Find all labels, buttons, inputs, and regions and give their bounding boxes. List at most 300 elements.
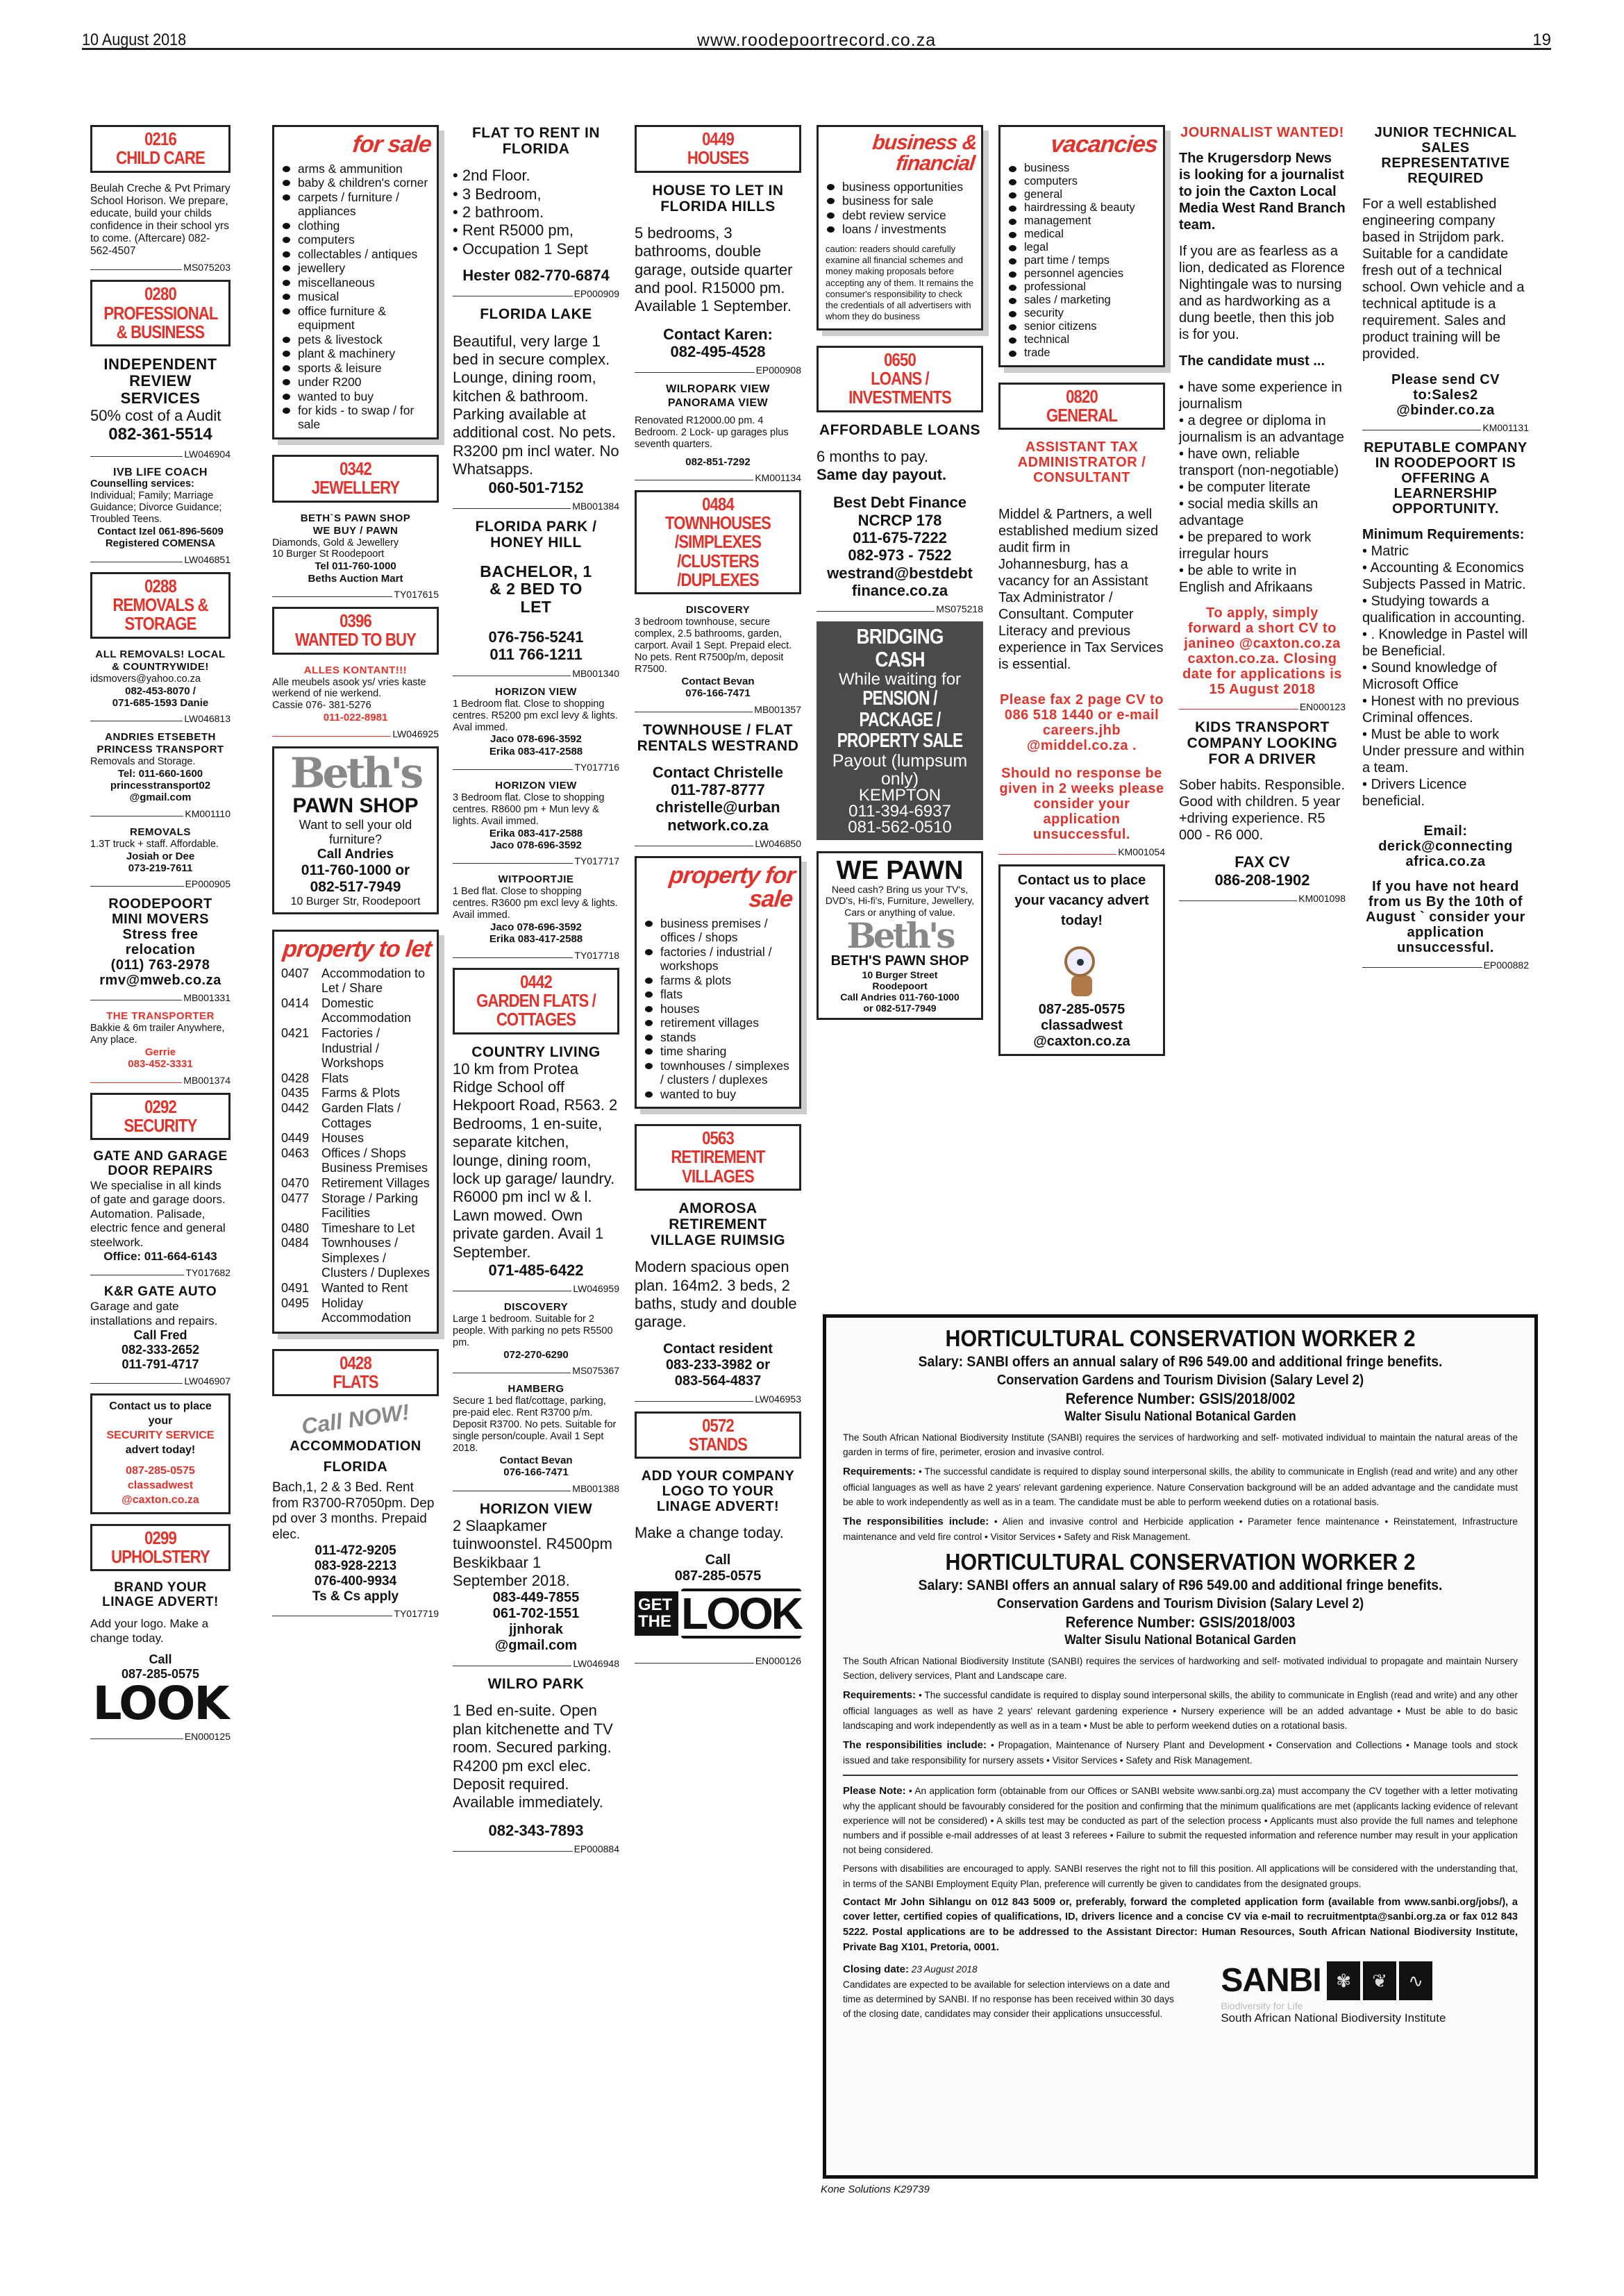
category-item[interactable]: factories / industrial / workshops (644, 945, 794, 973)
section-header-general (998, 383, 1165, 430)
ad-phone: 082-453-8070 / (125, 685, 196, 697)
ad-phone: 082-361-5514 (108, 425, 212, 444)
category-item[interactable]: baby & children's corner (281, 176, 431, 190)
category-item[interactable]: business for sale (826, 194, 976, 208)
category-item[interactable]: sports & leisure (281, 361, 431, 375)
ad-phone: Contact Izel 061-896-5609 (97, 526, 224, 538)
category-item[interactable]: stands (644, 1030, 794, 1044)
category-item[interactable]: security (1007, 307, 1157, 320)
ad-body: 3 bedroom townhouse, secure complex, 2.5 bathrooms, garden, carport. Avail 1 Sept. Prepaid elect. No pets. Rent R7500p/m, deposit R7500. (635, 617, 792, 676)
ad-body: 1.3T truck + staff. Affordable. (90, 838, 219, 850)
ad-phone: 081-562-0510 (848, 817, 952, 837)
category-item[interactable] (281, 1221, 431, 1237)
ad-ref: TY017717 (574, 855, 619, 867)
section-name: PROFESSIONAL & BUSINESS (103, 302, 218, 342)
ad-affordable-loans (817, 421, 983, 615)
section-name: HOUSES (687, 147, 749, 169)
ad-ref: KM001134 (755, 471, 801, 483)
ad-area: FLORIDA (323, 1459, 388, 1475)
category-label: Holiday Accommodation (321, 1296, 412, 1325)
ad-ref: EN000126 (755, 1654, 801, 1666)
category-item[interactable]: loans / investments (826, 222, 976, 236)
ad-body: Removals and Storage. (90, 756, 196, 768)
ad-phone: Tel: 011-660-1600 (117, 767, 203, 780)
ad-title: ADD YOUR COMPANY LOGO TO YOUR LINAGE ADVERT! (641, 1468, 795, 1515)
category-code: 0421 (281, 1025, 310, 1040)
ad-ref: EN000123 (1299, 701, 1346, 712)
note-text: • An application form (obtainable from our Offices or SANBI website www.sanbi.org.za) must accompany the CV together with a letter motivating why the applicant should be favourably considered for the position and confirming that the minimum qualifications are met (applicants lacking evidence of relevant experience will not be considered) • A skills test may be conducted as part of the selection process • Applicants must also provide the full names and telephone numbers and if possible e-mail addresses of at least 3 referees • Failure to submit the requested information and reference number may result in your application not being considered. (843, 1785, 1518, 1856)
ad-body: Garage and gate installations and repairs. (90, 1300, 218, 1327)
category-item[interactable]: houses (644, 1002, 794, 1016)
category-item[interactable] (281, 1071, 431, 1087)
ad-subtitle: Minimum Requirements: (1362, 527, 1525, 542)
ad-body: 1 Bedroom flat. Close to shopping centres. R5200 pm excl levy & lights. Aval immed. (453, 698, 618, 733)
category-item[interactable]: computers (1007, 175, 1157, 188)
section-header-flats (272, 1349, 439, 1397)
ad-registration: NCRCP 178 (857, 511, 942, 529)
ad-requirement: be computer literate (1187, 480, 1311, 495)
section-code: 0428 (340, 1352, 371, 1373)
category-item[interactable]: medical (1007, 228, 1157, 241)
ad-company-logo-promo (635, 1468, 801, 1666)
category-label: Timeshare to Let (321, 1221, 415, 1235)
ad-title: REMOVALS (130, 826, 191, 838)
ad-body: Large 1 bedroom. Suitable for 2 people. With parking no pets R5500 pm. (453, 1314, 613, 1349)
category-item[interactable]: hairdressing & beauty (1007, 201, 1157, 215)
ad-phone: 011-472-9205 (315, 1543, 396, 1559)
ad-ref: MB001374 (183, 1074, 231, 1086)
ad-apply: To apply, simply forward a short CV to janineo @caxton.co.za caxton.co.za. Closing date for applications is 15 August 2018 (1182, 605, 1342, 697)
category-item[interactable]: computers (281, 233, 431, 246)
promo-text: Contact us to place your vacancy advert today! (1014, 873, 1149, 929)
ad-ref: LW046813 (184, 713, 231, 725)
category-item[interactable]: for kids - to swap / for sale (281, 403, 431, 432)
ad-ref: LW046959 (573, 1283, 619, 1295)
ad-ref: MB001340 (572, 667, 619, 679)
category-item[interactable]: senior citizens (1007, 320, 1157, 333)
job-reference: Reference Number: GSIS/2018/002 (1065, 1389, 1296, 1407)
ad-title: HOUSE TO LET IN FLORIDA HILLS (652, 182, 784, 215)
ad-email: westrand@bestdebt (827, 564, 973, 582)
category-item[interactable] (281, 1191, 431, 1221)
sanbi-job-advert (823, 1314, 1538, 2179)
ad-title: COUNTRY LIVING (471, 1044, 601, 1060)
ad-phone: 011-022-8981 (323, 712, 388, 724)
ad-body: BACHELOR, 1 & 2 BED TO LET (480, 562, 592, 616)
section-header-retirement-villages (635, 1124, 801, 1191)
ad-body: Add your logo. Make a change today. (90, 1617, 209, 1645)
sanbi-fullname: South African National Biodiversity Institute (1221, 2011, 1446, 2025)
ad-ref: MB001384 (572, 500, 619, 512)
section-header-loans (817, 346, 983, 412)
ad-ref: EP000884 (574, 1843, 619, 1855)
ad-note: If you have not heard from us By the 10th of August ` consider your application unsuccessful. (1366, 879, 1525, 955)
category-item[interactable]: townhouses / simplexes / clusters / duplexes (644, 1059, 794, 1087)
column-1 (90, 125, 231, 1749)
category-title: for sale (351, 131, 433, 158)
ad-ref: KM001054 (1118, 846, 1165, 858)
category-box-property-to-let (272, 930, 439, 1334)
ad-title: FLAT TO RENT IN FLORIDA (471, 125, 601, 158)
issue-date: 10 August 2018 (82, 31, 187, 49)
category-label: Townhouses / Simplexes / Clusters / Duplexes (321, 1236, 430, 1280)
ad-title: DISCOVERY (503, 1301, 569, 1314)
ad-terms: Ts & Cs apply (312, 1589, 399, 1604)
category-item[interactable]: legal (1007, 241, 1157, 254)
ad-email: rmv@mweb.co.za (99, 973, 221, 989)
ad-ref: LW046907 (184, 1375, 231, 1387)
ad-contact: Cassie 076- 381-5276 (272, 700, 371, 712)
category-item[interactable] (281, 1296, 431, 1326)
ad-address: 10 Burger St Roodepoort (272, 548, 385, 560)
ad-phone: 083-452-3331 (128, 1058, 193, 1071)
ad-phone: 076-166-7471 (503, 1466, 569, 1479)
ad-florida-park-honey-hill (453, 518, 619, 679)
ad-gate-garage (90, 1149, 231, 1279)
page-number: 19 (1532, 31, 1551, 49)
job-salary: Salary: SANBI offers an annual salary of R96 549.00 and additional fringe benefits. (918, 1577, 1443, 1593)
ad-phone: 071-485-6422 (488, 1261, 584, 1279)
ad-beths-jewellery (272, 512, 439, 600)
promo-text: advert today! (125, 1443, 196, 1456)
label: Requirements: (843, 1689, 916, 1702)
ad-phone: 011 766-1211 (489, 646, 583, 664)
section-code: 0650 (884, 349, 916, 370)
category-list (826, 180, 976, 237)
ad-contact: Gerrie (144, 1046, 176, 1059)
category-item[interactable] (281, 1101, 431, 1131)
section-code: 0563 (702, 1128, 734, 1149)
section-name: UPHOLSTERY (111, 1546, 210, 1568)
ad-brand-linage (90, 1580, 231, 1743)
section-code: 0216 (144, 128, 176, 149)
ad-ref: TY017615 (394, 588, 439, 600)
section-header-wanted-to-buy (272, 607, 439, 655)
ad-body: Individual; Family; Marriage Guidance; Divorce Guidance; Troubled Teens. (90, 490, 222, 526)
ad-call-label: Call (705, 1552, 731, 1568)
closing-note: Candidates are expected to be available for selection interviews on a date and time as determined by SANBI. If no response has been received within 30 days of the closing date, candidates may consider their applications unsuccessful. (843, 1979, 1174, 2019)
category-item[interactable]: jewellery (281, 261, 431, 275)
category-label: Factories / Industrial / Workshops (321, 1025, 384, 1071)
requirements-text: • The successful candidate is required to display sound interpersonal skills, the ability to communicate in English (read and write) and any other official languages as well as have 2 years' relevant gardening experience • Nursery experience will be an added advantage • Must be able to do basic landscaping and work independently as well as in a team • Must be able to perform weekend duties on a rotational basis. (843, 1690, 1518, 1731)
ad-body: 1 Bed flat. Close to shopping centres. R3600 pm excl levy & lights. Avail immed. (453, 886, 618, 921)
ad-journalist-wanted (1179, 125, 1346, 710)
ad-requirement: Matric (1371, 544, 1409, 559)
section-code: 0484 (702, 493, 734, 514)
label: Please Note: (843, 1784, 906, 1797)
ad-ref: MS075367 (572, 1365, 619, 1377)
ad-location: KEMPTON (858, 786, 941, 805)
ad-accommodation-florida (272, 1399, 439, 1620)
category-item[interactable]: musical (281, 290, 431, 303)
category-code: 0480 (281, 1221, 310, 1235)
category-item[interactable]: wanted to buy (281, 389, 431, 403)
category-item[interactable]: pets & livestock (281, 333, 431, 346)
ad-address: 10 Burger Str, Roodepoort (290, 895, 421, 907)
category-item[interactable]: personnel agencies (1007, 267, 1157, 280)
ad-requirement: . Knowledge in Pastel will be Beneficial. (1362, 627, 1528, 659)
category-item[interactable]: part time / temps (1007, 254, 1157, 267)
category-item[interactable]: general (1007, 188, 1157, 201)
category-label: Accommodation to Let / Share (321, 966, 426, 996)
ad-ref: KM001131 (1482, 422, 1529, 433)
section-header-child-care (90, 125, 231, 173)
label: The responsibilities include: (843, 1738, 987, 1751)
ad-body: Bach,1, 2 & 3 Bed. Rent from R3700-R7050pm. Dep pd over 3 months. Prepaid elec. (272, 1480, 435, 1543)
ad-email: Email: derick@connecting africa.co.za (1378, 823, 1513, 869)
promo-email: classadwest (127, 1480, 194, 1492)
ad-title: JOURNALIST WANTED! (1180, 125, 1344, 140)
ad-contact: Contact Christelle (652, 763, 784, 781)
ad-feature: Occupation 1 Sept (462, 240, 588, 258)
ad-phone: (011) 763-2978 (110, 957, 210, 973)
section-code: 0442 (520, 971, 552, 992)
ad-junior-sales-rep (1362, 125, 1529, 433)
ad-body: Secure 1 bed flat/cottage, parking, pre-paid elec. Rent R3700 p/m. Deposit R3700. No pets. Suitable for single person/couple. Avail 1 Sept 2018. (453, 1396, 617, 1455)
ad-ref: LW046851 (184, 553, 231, 565)
ad-phone: Jaco 078-696-3592 (490, 839, 582, 852)
category-list (281, 162, 431, 432)
section-code: 0820 (1066, 385, 1098, 407)
category-item[interactable] (281, 1131, 431, 1146)
category-item[interactable]: flats (644, 987, 794, 1001)
ad-note: Registered COMENSA (105, 537, 216, 550)
category-item[interactable]: plant & machinery (281, 346, 431, 360)
ad-florida-hills-house (635, 183, 801, 374)
category-item[interactable]: business premises / offices / shops (644, 916, 794, 945)
job-title: HORTICULTURAL CONSERVATION WORKER 2 (945, 1548, 1416, 1575)
ad-ref: LW046925 (392, 728, 439, 739)
ad-body: While waiting for (838, 670, 962, 689)
ad-phone: 011-787-8777 (671, 781, 765, 799)
category-item[interactable]: retirement villages (644, 1016, 794, 1030)
ad-ref: LW046953 (755, 1393, 801, 1405)
category-item[interactable]: arms & ammunition (281, 162, 431, 176)
category-label: Domestic Accommodation (321, 996, 412, 1025)
ad-feature-list: • 2nd Floor. • 3 Bedroom, • 2 bathroom. • Rent R5000 pm, • Occupation 1 Sept (453, 167, 588, 258)
job-location: Walter Sisulu National Botanical Garden (1064, 1409, 1296, 1425)
ad-ref: LW046850 (755, 837, 801, 849)
category-item[interactable]: business (1007, 162, 1157, 175)
ad-body: relocation (125, 942, 196, 958)
butterfly-icon: ❦ (1363, 1961, 1396, 2000)
category-item[interactable]: technical (1007, 333, 1157, 346)
section-name: STANDS (688, 1434, 748, 1455)
ad-horizon-view-3 (453, 1500, 619, 1670)
ad-phone: 082-851-7292 (685, 455, 751, 468)
ad-ref: EN000125 (184, 1731, 231, 1743)
ad-feature: 2 bathroom. (462, 203, 544, 221)
category-label: Retirement Villages (321, 1175, 430, 1190)
ad-title: ACCOMMODATION (290, 1438, 421, 1454)
ad-phone: 011-760-1000 or (301, 862, 410, 878)
category-item[interactable]: professional (1007, 280, 1157, 294)
ad-requirement: have some experience in journalism (1179, 380, 1342, 412)
section-name: LOANS / INVESTMENTS (848, 367, 951, 408)
ad-contact: Contact Bevan (681, 676, 755, 688)
section-code: 0292 (144, 1096, 176, 1117)
category-item[interactable]: farms & plots (644, 973, 794, 987)
section-name: REMOVALS & STORAGE (112, 594, 208, 635)
ad-kr-gate-auto (90, 1284, 231, 1387)
category-item[interactable]: business opportunities (826, 180, 976, 194)
ad-ref: TY017682 (185, 1267, 231, 1279)
category-box-business-financial (817, 125, 983, 330)
ad-phone: Erika 083-417-2588 (489, 745, 583, 757)
ad-body: Modern spacious open plan. 164m2. 3 beds, 2 baths, study and double garage. (635, 1258, 797, 1331)
category-item[interactable] (281, 996, 431, 1026)
ad-title: HAMBERG (508, 1383, 564, 1396)
ad-company: Best Debt Finance (833, 494, 966, 512)
category-item[interactable]: office furniture & equipment (281, 304, 431, 333)
ad-requirement: social media skills an advantage (1179, 496, 1319, 528)
section-header-townhouses (635, 490, 801, 594)
ad-ivb-life-coach (90, 466, 231, 565)
ad-email: christelle@urban (655, 798, 780, 816)
ad-body: Bakkie & 6m trailer Anywhere, Any place. (90, 1023, 225, 1046)
ad-wilro-park (453, 1676, 619, 1855)
column-2 (272, 125, 439, 1626)
ad-title: FLORIDA LAKE (480, 306, 592, 323)
category-code: 0491 (281, 1281, 310, 1296)
category-item[interactable]: collectables / antiques (281, 247, 431, 261)
category-item[interactable]: management (1007, 215, 1157, 228)
section-code: 0342 (340, 458, 371, 479)
category-item[interactable]: debt review service (826, 208, 976, 222)
ad-company: BETH'S PAWN SHOP (830, 953, 969, 969)
ad-contact: Call Andries (317, 846, 394, 862)
ad-title: ALLES KONTANT!!! (303, 664, 408, 676)
ad-phone: Erika 083-417-2588 (489, 827, 583, 839)
ad-body: Payout (lumpsum only) (832, 751, 968, 789)
ad-body: Sober habits. Responsible. Good with children. 5 year +driving experience. R5 000 - R6 000. (1179, 778, 1346, 844)
ad-ref: TY017719 (394, 1608, 439, 1620)
category-item[interactable] (281, 1086, 431, 1101)
column-6 (998, 125, 1165, 1066)
category-item[interactable] (281, 1281, 431, 1296)
category-item[interactable] (281, 1236, 431, 1281)
job-posting-2 (843, 1548, 1518, 1768)
ad-phone: 011-394-6937 (848, 802, 951, 821)
category-item[interactable]: under R200 (281, 375, 431, 389)
category-code: 0435 (281, 1086, 310, 1100)
section-code: 0572 (702, 1414, 734, 1436)
category-item[interactable]: clothing (281, 219, 431, 233)
ad-contact: Call Fred (133, 1328, 187, 1343)
category-item[interactable]: carpets / furniture / appliances (281, 190, 431, 219)
ad-ref: KM001098 (1298, 892, 1346, 904)
ad-title: GATE AND GARAGE DOOR REPAIRS (93, 1149, 228, 1179)
ad-learnership (1362, 440, 1529, 971)
job-salary: Salary: SANBI offers an annual salary of R96 549.00 and additional fringe benefits. (918, 1353, 1443, 1370)
ad-contact: FAX CV (1234, 853, 1290, 871)
category-item[interactable]: wanted to buy (644, 1087, 794, 1101)
ad-contact: Contact resident (663, 1341, 773, 1357)
contact-instructions: Contact Mr John Sihlangu on 012 843 5009 or, preferably, forward the completed application form (available from www.sanbi.org/jobs/), a cover letter, certified copies of qualifications, ID, drivers licence and a concise CV via e-mail to recruitmentpta@sanbi.org.za or fax 012 843 5222. Postal applications are to be addressed to the Assistant Director: Human Resources, South African National Biodiversity Institute, Private Bag X101, Pretoria, 0001. (843, 1896, 1518, 1953)
ad-title: ALL REMOVALS! LOCAL & COUNTRYWIDE! (95, 648, 226, 673)
category-code: 0407 (281, 966, 310, 980)
ad-ref: MB001388 (572, 1482, 619, 1494)
category-item[interactable]: miscellaneous (281, 276, 431, 290)
ad-subtitle: Counselling services: (90, 478, 194, 490)
caution-notice: caution: readers should carefully examine all financial schemes and money making proposals before accepting any of them. It remains the consumer's responsibility to check the credentials of all advertisers with whom they do business (826, 243, 974, 322)
category-item[interactable] (281, 1146, 431, 1176)
ad-company: Beths Auction Mart (308, 572, 403, 585)
column-8 (1362, 125, 1529, 978)
category-item[interactable] (281, 1176, 431, 1191)
section-name: FLATS (333, 1371, 378, 1393)
column-5 (817, 125, 983, 1030)
ad-requirement-list: • Matric • Accounting & Economics Subjects Passed in Matric. • Studying towards a qualification in accounting. • . Knowledge in Pastel will be Beneficial. • Sound knowledge of Microsoft Office • Honest with no previous Criminal offences. • Must be able to work Under pressure and within a team. • Drivers Licence beneficial. (1362, 544, 1528, 809)
ad-requirement: Must be able to work Under pressure and within a team. (1362, 727, 1525, 776)
promo-security-advert (90, 1393, 231, 1514)
job-requirements (843, 1687, 1518, 1732)
category-item[interactable]: trade (1007, 346, 1157, 360)
ad-body: If you are as fearless as a lion, dedicated as Florence Nightingale was to nursing and as hardworking as a dung beetle, then this job is for you. (1179, 244, 1346, 342)
ad-body: Renovated R12000.00 pm. 4 Bedroom. 2 Lock- up garages plus seventh quarters. (635, 414, 789, 450)
website-link[interactable]: www.roodepoortrecord.co.za (696, 31, 937, 50)
ad-title: THE TRANSPORTER (106, 1010, 215, 1023)
ad-title: PAWN SHOP (292, 794, 419, 817)
ad-phone: 082-333-2652 (121, 1342, 200, 1357)
ad-phone: 083-233-3982 or (665, 1357, 771, 1373)
ad-body: Want to sell your old furniture? (299, 817, 412, 846)
ad-apply: Please fax 2 page CV to 086 518 1440 or e-mail careers.jhb @middel.co.za . (999, 692, 1164, 754)
category-item[interactable]: sales / marketing (1007, 294, 1157, 307)
ad-bridging-cash (817, 621, 983, 839)
page-header (82, 31, 1551, 50)
ad-email: @gmail.com (494, 1638, 578, 1654)
divider (843, 1775, 1518, 1776)
category-item[interactable] (281, 1026, 431, 1071)
ad-phone: Jaco 078-696-3592 (490, 733, 582, 746)
ad-the-transporter (90, 1010, 231, 1086)
sanbi-logo (1221, 1961, 1518, 2025)
category-item[interactable] (281, 966, 431, 996)
promo-email: classadwest (1041, 1018, 1123, 1034)
ad-requirement: Accounting & Economics Subjects Passed in Matric. (1362, 560, 1526, 592)
category-label: Wanted to Rent (321, 1281, 408, 1296)
promo-email: @caxton.co.za (1033, 1034, 1130, 1050)
job-intro: The South African National Biodiversity Institute (SANBI) requires the services of hardworking and self- motivated individual to propagate and maintain Nursery Section, delivery services, Plant and Landscape care. (843, 1656, 1518, 1682)
ad-title: DISCOVERY (685, 604, 751, 617)
ad-requirement: Sound knowledge of Microsoft Office (1362, 660, 1497, 692)
section-name: SECURITY (124, 1114, 197, 1136)
ad-discovery-flat (453, 1301, 619, 1377)
ad-title: FLORIDA PARK / HONEY HILL (475, 518, 597, 551)
ad-discovery-townhouse (635, 604, 801, 715)
ad-body: Make a change today. (635, 1524, 784, 1542)
ad-flat-to-rent-florida (453, 125, 619, 300)
category-item[interactable]: time sharing (644, 1044, 794, 1058)
ad-body: Alle meubels asook ys/ vries kaste werkend of nie werkend. (272, 676, 426, 700)
ad-body: Diamonds, Gold & Jewellery (272, 537, 399, 548)
category-list (281, 966, 431, 1326)
agency-credit: Kone Solutions K29739 (821, 2184, 930, 2195)
ad-body: We specialise in all kinds of gate and garage doors. Automation. Palisade, electric fence and general steelwork. (90, 1178, 226, 1249)
job-responsibilities (843, 1514, 1518, 1544)
category-box-vacancies (998, 125, 1165, 367)
ad-phone: 076-166-7471 (685, 687, 751, 700)
ad-title: AFFORDABLE LOANS (819, 421, 980, 438)
category-label: Flats (321, 1071, 349, 1085)
ad-apply: Please send CV to:Sales2 @binder.co.za (1391, 372, 1500, 418)
call-now-logo-icon: Call NOW! (300, 1399, 411, 1440)
ad-phone: Hester 082-770-6874 (462, 267, 610, 285)
label: The responsibilities include: (843, 1515, 989, 1527)
ad-title: BETH`S PAWN SHOP (300, 512, 411, 524)
ad-title: BRIDGING CASH (856, 624, 944, 671)
